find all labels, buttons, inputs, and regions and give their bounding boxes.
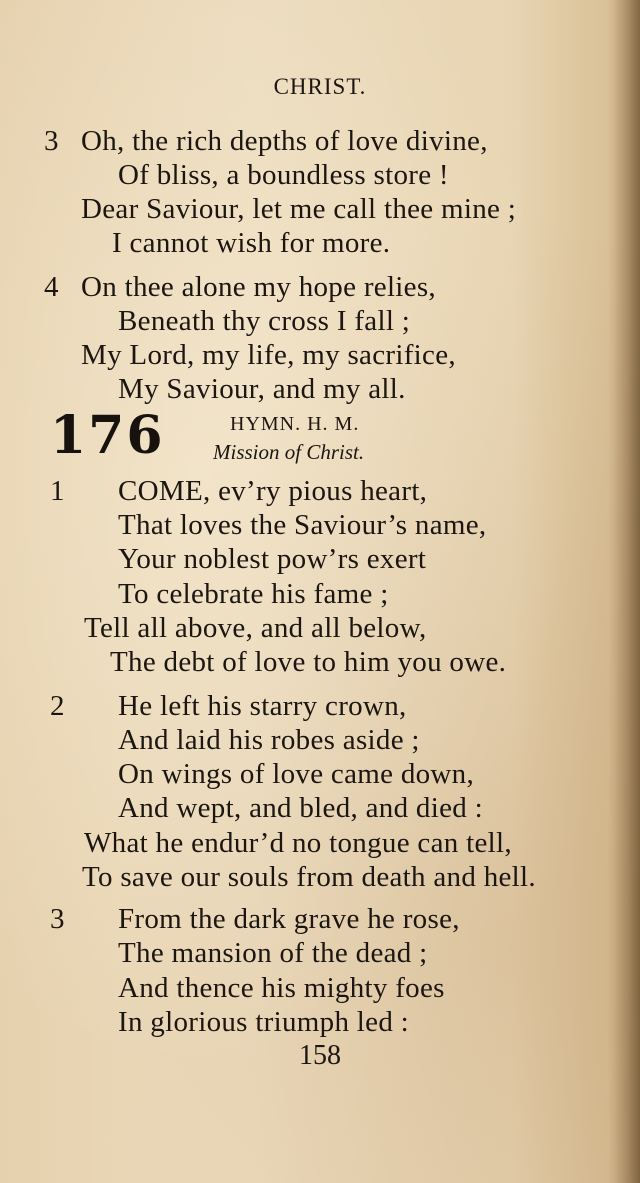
page-number: 158 [299, 1040, 341, 1071]
page-edge-shadow [608, 0, 640, 1183]
hymn-subtitle: Mission of Christ. [213, 440, 365, 464]
verse-line: Of bliss, a boundless store ! [118, 159, 449, 191]
verse-number: 4 [44, 271, 59, 303]
verse-line: Oh, the rich depths of love divine, [81, 125, 488, 157]
hymn-meter: HYMN. H. M. [230, 413, 360, 435]
verse-line: That loves the Saviour’s name, [118, 509, 487, 541]
verse-line: My Saviour, and my all. [118, 373, 406, 405]
verse-line: On wings of love came down, [118, 758, 475, 790]
verse-line: And wept, and bled, and died : [118, 792, 483, 824]
verse-line: What he endur’d no tongue can tell, [84, 827, 512, 859]
verse-line: I cannot wish for more. [112, 227, 391, 259]
verse-line: From the dark grave he rose, [118, 903, 460, 935]
verse-line: Beneath thy cross I fall ; [118, 305, 411, 337]
verse-line: He left his starry crown, [118, 690, 407, 722]
verse-line: On thee alone my hope relies, [81, 271, 436, 303]
verse-line: COME, ev’ry pious heart, [118, 475, 428, 507]
running-head: CHRIST. [273, 74, 367, 99]
verse-line: Your noblest pow’rs exert [118, 543, 427, 575]
verse-number: 2 [50, 690, 65, 722]
verse-number: 3 [44, 125, 59, 157]
verse-line: To celebrate his fame ; [118, 578, 389, 610]
verse-line: Dear Saviour, let me call thee mine ; [81, 193, 517, 225]
verse-line: To save our souls from death and hell. [82, 861, 536, 893]
verse-line: The mansion of the dead ; [118, 937, 428, 969]
verse-line: And thence his mighty foes [118, 972, 445, 1004]
verse-line: The debt of love to him you owe. [110, 646, 507, 678]
verse-line: My Lord, my life, my sacrifice, [81, 339, 456, 371]
verse-line: And laid his robes aside ; [118, 724, 420, 756]
verse-line: Tell all above, and all below, [84, 612, 427, 644]
hymn-number: 176 [50, 405, 165, 466]
verse-line: In glorious triumph led : [118, 1006, 410, 1038]
verse-number: 3 [50, 903, 65, 935]
verse-number: 1 [50, 475, 65, 507]
